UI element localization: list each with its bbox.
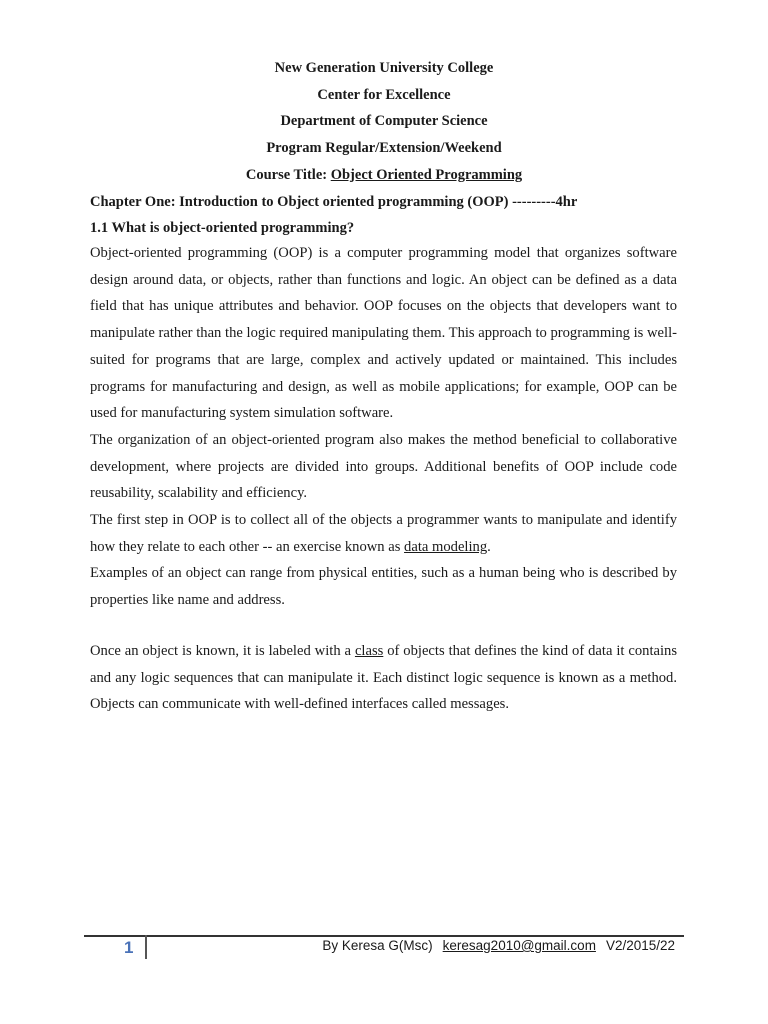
paragraph-first-step xyxy=(90,507,677,560)
paragraph-examples: Examples of an object can range from physical entities, such as a human being who is described by properties like name and address. xyxy=(90,565,677,609)
footer-email-link[interactable]: keresag2010@gmail.com xyxy=(442,938,596,953)
page-number: 1 xyxy=(124,938,134,957)
footer-version: V2/2015/22 xyxy=(605,938,675,953)
paragraph-organization: The organization of an object-oriented program also makes the method beneficial to collaborative development, where projects are divided into groups. Additional benefits of OOP include code reusability, scalability and efficiency. xyxy=(90,431,677,502)
chapter-title: Chapter One: Introduction to Object oriented programming (OOP) ---------4hr xyxy=(90,194,578,210)
body-text-block xyxy=(90,240,677,614)
course-title: Object Oriented Programming xyxy=(330,167,523,183)
paragraph-class-text: Once an object is known, it is labeled with a xyxy=(90,643,355,659)
paragraph-oop-definition: Object-oriented programming (OOP) is a computer programming model that organizes software design around data, or objects, rather than functions and logic. An object can be defined as a data field that has unique attributes and behavior. OOP focuses on the objects that developers want to manipulate rather than the logic required manipulating them. This approach to programming is well-suited for programs that are large, complex and actively updated or maintained. This includes programs for manufacturing and design, as well as mobile applications; for example, OOP can be used for manufacturing system simulation software. xyxy=(90,245,677,422)
data-modeling-link[interactable]: data modeling xyxy=(404,538,488,555)
course-title-line xyxy=(0,166,768,184)
footer-page-separator xyxy=(145,935,147,959)
paragraph-first-step-text: The first step in OOP is to collect all of the objects a programmer wants to manipulate and identify how they relate to each other -- an exercise known as xyxy=(90,512,677,555)
program-name: Program Regular/Extension/Weekend xyxy=(266,140,502,156)
body-text-block-2 xyxy=(90,638,677,718)
footer-author: By Keresa G(Msc) xyxy=(322,938,433,953)
footer-info xyxy=(322,937,675,955)
section-title: 1.1 What is object-oriented programming? xyxy=(90,220,355,236)
center-name: Center for Excellence xyxy=(317,87,451,103)
paragraph-class-end: of objects that defines the kind of data it contains and any logic sequences that can manipulate it. Each distinct logic sequence is known as a method. Objects can communicate with well-defined interfaces called messages. xyxy=(90,643,678,713)
course-title-prefix: Course Title: xyxy=(245,167,331,183)
class-link[interactable]: class xyxy=(354,643,384,659)
department-name: Department of Computer Science xyxy=(280,113,488,129)
paragraph-first-step-end: . xyxy=(487,538,491,555)
paragraph-class xyxy=(90,638,677,718)
institution-name: New Generation University College xyxy=(274,60,494,76)
